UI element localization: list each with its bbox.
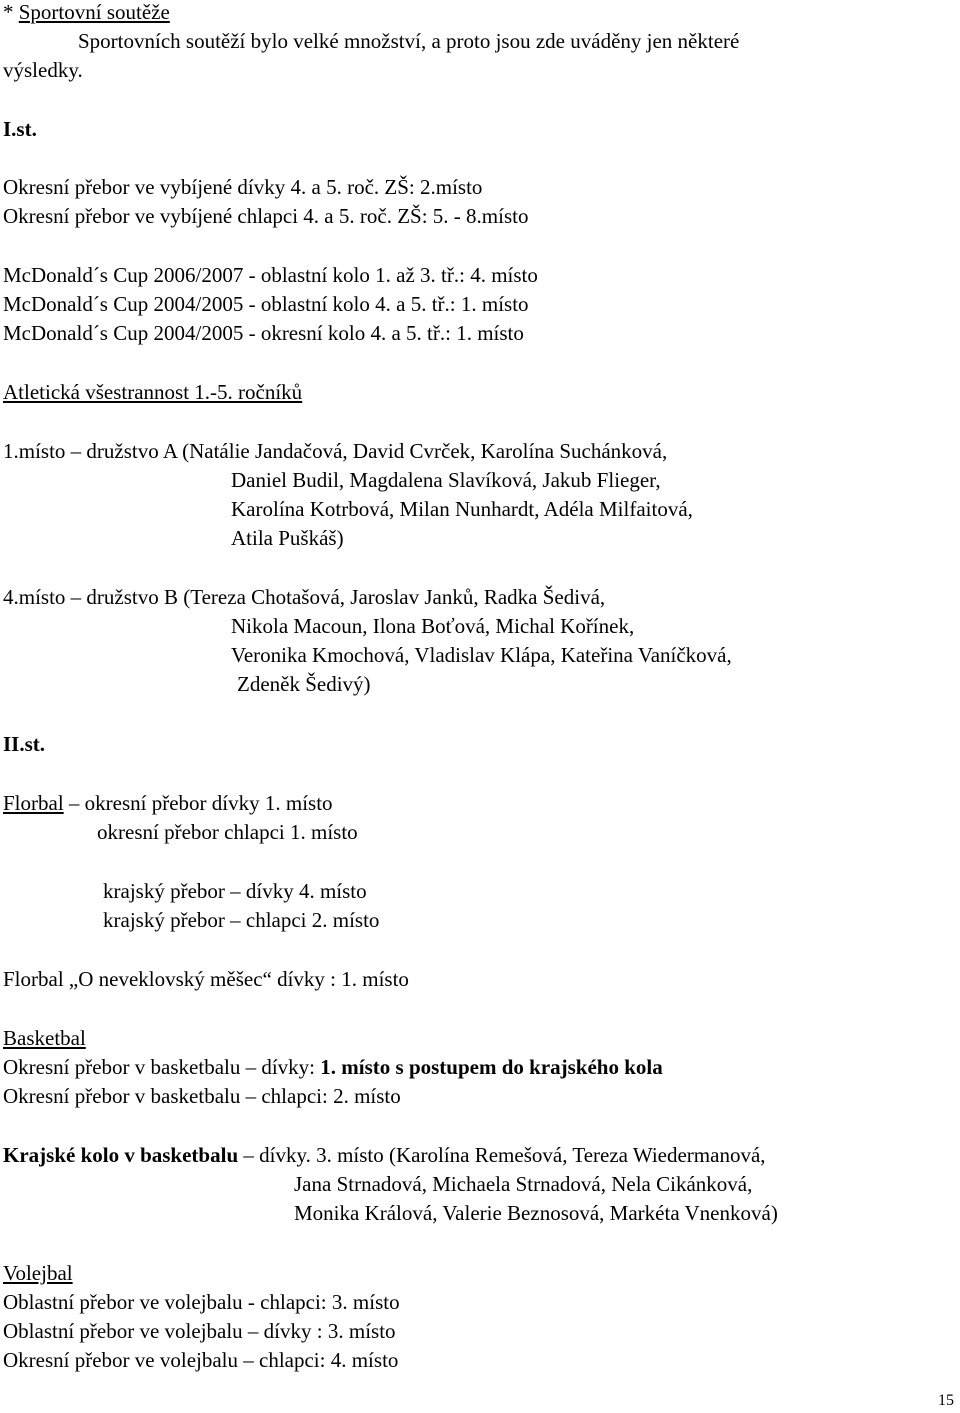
heading-second-stage: II.st. (3, 732, 46, 756)
florbal-line-1-text: – okresní přebor dívky 1. místo (63, 791, 333, 815)
basket-line-1-text: Okresní přebor v basketbalu – dívky: (3, 1055, 321, 1079)
page-number: 15 (938, 1392, 954, 1409)
team-a-line-4: Atila Puškáš) (231, 526, 344, 550)
florbal-line-3: krajský přebor – dívky 4. místo (103, 879, 367, 903)
basket-line-1-bold: 1. místo s postupem do krajského kola (320, 1055, 663, 1079)
mcdonalds-result-1: McDonald´s Cup 2006/2007 - oblastní kolo 1. až 3. tř.: 4. místo (3, 263, 538, 287)
team-a-line-2: Daniel Budil, Magdalena Slavíková, Jakub Flieger, (231, 468, 661, 492)
team-b-line-1: 4.místo – družstvo B (Tereza Chotašová, Jaroslav Janků, Radka Šedivá, (3, 585, 606, 609)
florbal-line-4: krajský přebor – chlapci 2. místo (103, 908, 380, 932)
basket-line-1 (3, 1055, 663, 1079)
volejbal-label: Volejbal (3, 1261, 73, 1285)
basketbal-label: Basketbal (3, 1026, 86, 1050)
florbal-label: Florbal (3, 791, 64, 815)
krajske-line-2: Jana Strnadová, Michaela Strnadová, Nela Cikánková, (294, 1172, 753, 1196)
intro-line-1: Sportovních soutěží bylo velké množství, a proto jsou zde uváděny jen některé (78, 29, 740, 53)
team-a-line-1: 1.místo – družstvo A (Natálie Jandačová, David Cvrček, Karolína Suchánková, (3, 439, 668, 463)
krajske-line-1-text: – dívky. 3. místo (Karolína Remešová, Tereza Wiedermanová, (238, 1143, 766, 1167)
volejbal-line-1: Oblastní přebor ve volejbalu - chlapci: 3. místo (3, 1290, 400, 1314)
krajske-line-3: Monika Králová, Valerie Beznosová, Markéta Vnenková) (294, 1201, 778, 1225)
section-title: Sportovní soutěže (18, 0, 170, 24)
heading-first-stage: I.st. (3, 117, 37, 141)
mcdonalds-result-2: McDonald´s Cup 2004/2005 - oblastní kolo 4. a 5. tř.: 1. místo (3, 292, 529, 316)
dodgeball-boys: Okresní přebor ve vybíjené chlapci 4. a 5. roč. ZŠ: 5. - 8.místo (3, 204, 529, 228)
team-b-line-2: Nikola Macoun, Ilona Boťová, Michal Kořínek, (231, 614, 635, 638)
mcdonalds-result-3: McDonald´s Cup 2004/2005 - okresní kolo 4. a 5. tř.: 1. místo (3, 321, 524, 345)
team-b-line-4: Zdeněk Šedivý) (237, 672, 371, 696)
basket-line-2: Okresní přebor v basketbalu – chlapci: 2. místo (3, 1084, 401, 1108)
dodgeball-girls: Okresní přebor ve vybíjené dívky 4. a 5. roč. ZŠ: 2.místo (3, 175, 483, 199)
team-b-line-3: Veronika Kmochová, Vladislav Klápa, Kateřina Vaníčková, (231, 643, 732, 667)
volejbal-line-2: Oblastní přebor ve volejbalu – dívky : 3. místo (3, 1319, 396, 1343)
bullet: * (3, 0, 19, 24)
krajske-line-1 (3, 1143, 766, 1167)
athletics-title: Atletická všestrannost 1.-5. ročníků (3, 380, 303, 404)
section-heading-sports (3, 0, 170, 24)
intro-line-2: výsledky. (3, 58, 83, 82)
florbal-cup: Florbal „O neveklovský měšec“ dívky : 1. místo (3, 967, 409, 991)
krajske-bold: Krajské kolo v basketbalu (3, 1143, 239, 1167)
florbal-line-1 (3, 791, 333, 815)
team-a-line-3: Karolína Kotrbová, Milan Nunhardt, Adéla Milfaitová, (231, 497, 693, 521)
florbal-line-2: okresní přebor chlapci 1. místo (97, 820, 358, 844)
volejbal-line-3: Okresní přebor ve volejbalu – chlapci: 4. místo (3, 1348, 399, 1372)
